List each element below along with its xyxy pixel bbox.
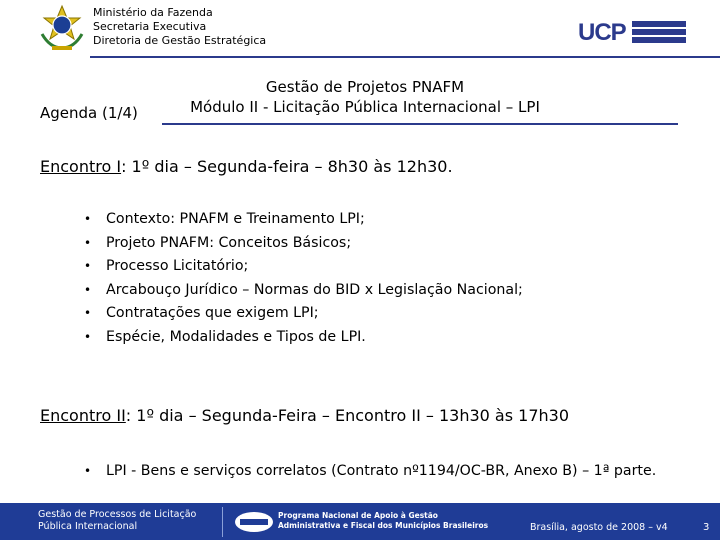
- list-item: • Processo Licitatório;: [84, 255, 523, 279]
- page-number: 3: [703, 522, 710, 533]
- ministry-line: Ministério da Fazenda: [93, 6, 213, 19]
- encontro-2-heading: [40, 406, 569, 425]
- footer-program-line: Programa Nacional de Apoio à Gestão: [278, 511, 438, 520]
- pnafm-logo-icon: [234, 511, 274, 533]
- encontro-2-label: Encontro II: [40, 406, 126, 425]
- footer-course-line: Gestão de Processos de Licitação: [38, 509, 197, 520]
- brazil-coat-of-arms-icon: [36, 4, 88, 52]
- title-underline: [162, 123, 678, 125]
- footer-bar: [0, 503, 720, 540]
- ministry-line: Diretoria de Gestão Estratégica: [93, 34, 267, 47]
- title-line: Gestão de Projetos PNAFM: [265, 78, 465, 96]
- encontro-1-label: Encontro I: [40, 157, 122, 176]
- footer-course-line: Pública Internacional: [38, 521, 138, 532]
- encontro-2-list: [84, 462, 684, 480]
- encontro-1-time: : 1º dia – Segunda-feira – 8h30 às 12h30.: [121, 157, 453, 176]
- encontro-1-list: [84, 208, 523, 349]
- agenda-label: Agenda (1/4): [40, 104, 138, 122]
- encontro-2-time: : 1º dia – Segunda-Feira – Encontro II – 13h30 às 17h30: [125, 406, 569, 425]
- footer-divider: [222, 507, 223, 537]
- list-item: • Projeto PNAFM: Conceitos Básicos;: [84, 232, 523, 256]
- header-divider: [90, 56, 720, 58]
- ministry-header: [93, 6, 266, 48]
- svg-text:UCP: UCP: [578, 19, 626, 44]
- footer-program: [278, 511, 488, 531]
- ucp-logo-icon: [578, 18, 686, 44]
- list-item: • Contratações que exigem LPI;: [84, 302, 523, 326]
- encontro-1-heading: [40, 157, 453, 176]
- footer-date: Brasília, agosto de 2008 – v4: [530, 522, 668, 533]
- title-line: Módulo II - Licitação Pública Internacional – LPI: [190, 98, 540, 116]
- list-item: • LPI - Bens e serviços correlatos (Contrato nº1194/OC-BR, Anexo B) – 1ª parte.: [84, 462, 684, 480]
- list-item: • Contexto: PNAFM e Treinamento LPI;: [84, 208, 523, 232]
- ministry-line: Secretaria Executiva: [93, 20, 207, 33]
- slide-title: [165, 77, 565, 117]
- footer-program-line: Administrativa e Fiscal dos Municípios Brasileiros: [278, 521, 489, 530]
- list-item: • Espécie, Modalidades e Tipos de LPI.: [84, 326, 523, 350]
- footer-course: [38, 509, 196, 533]
- list-item: • Arcabouço Jurídico – Normas do BID x Legislação Nacional;: [84, 279, 523, 303]
